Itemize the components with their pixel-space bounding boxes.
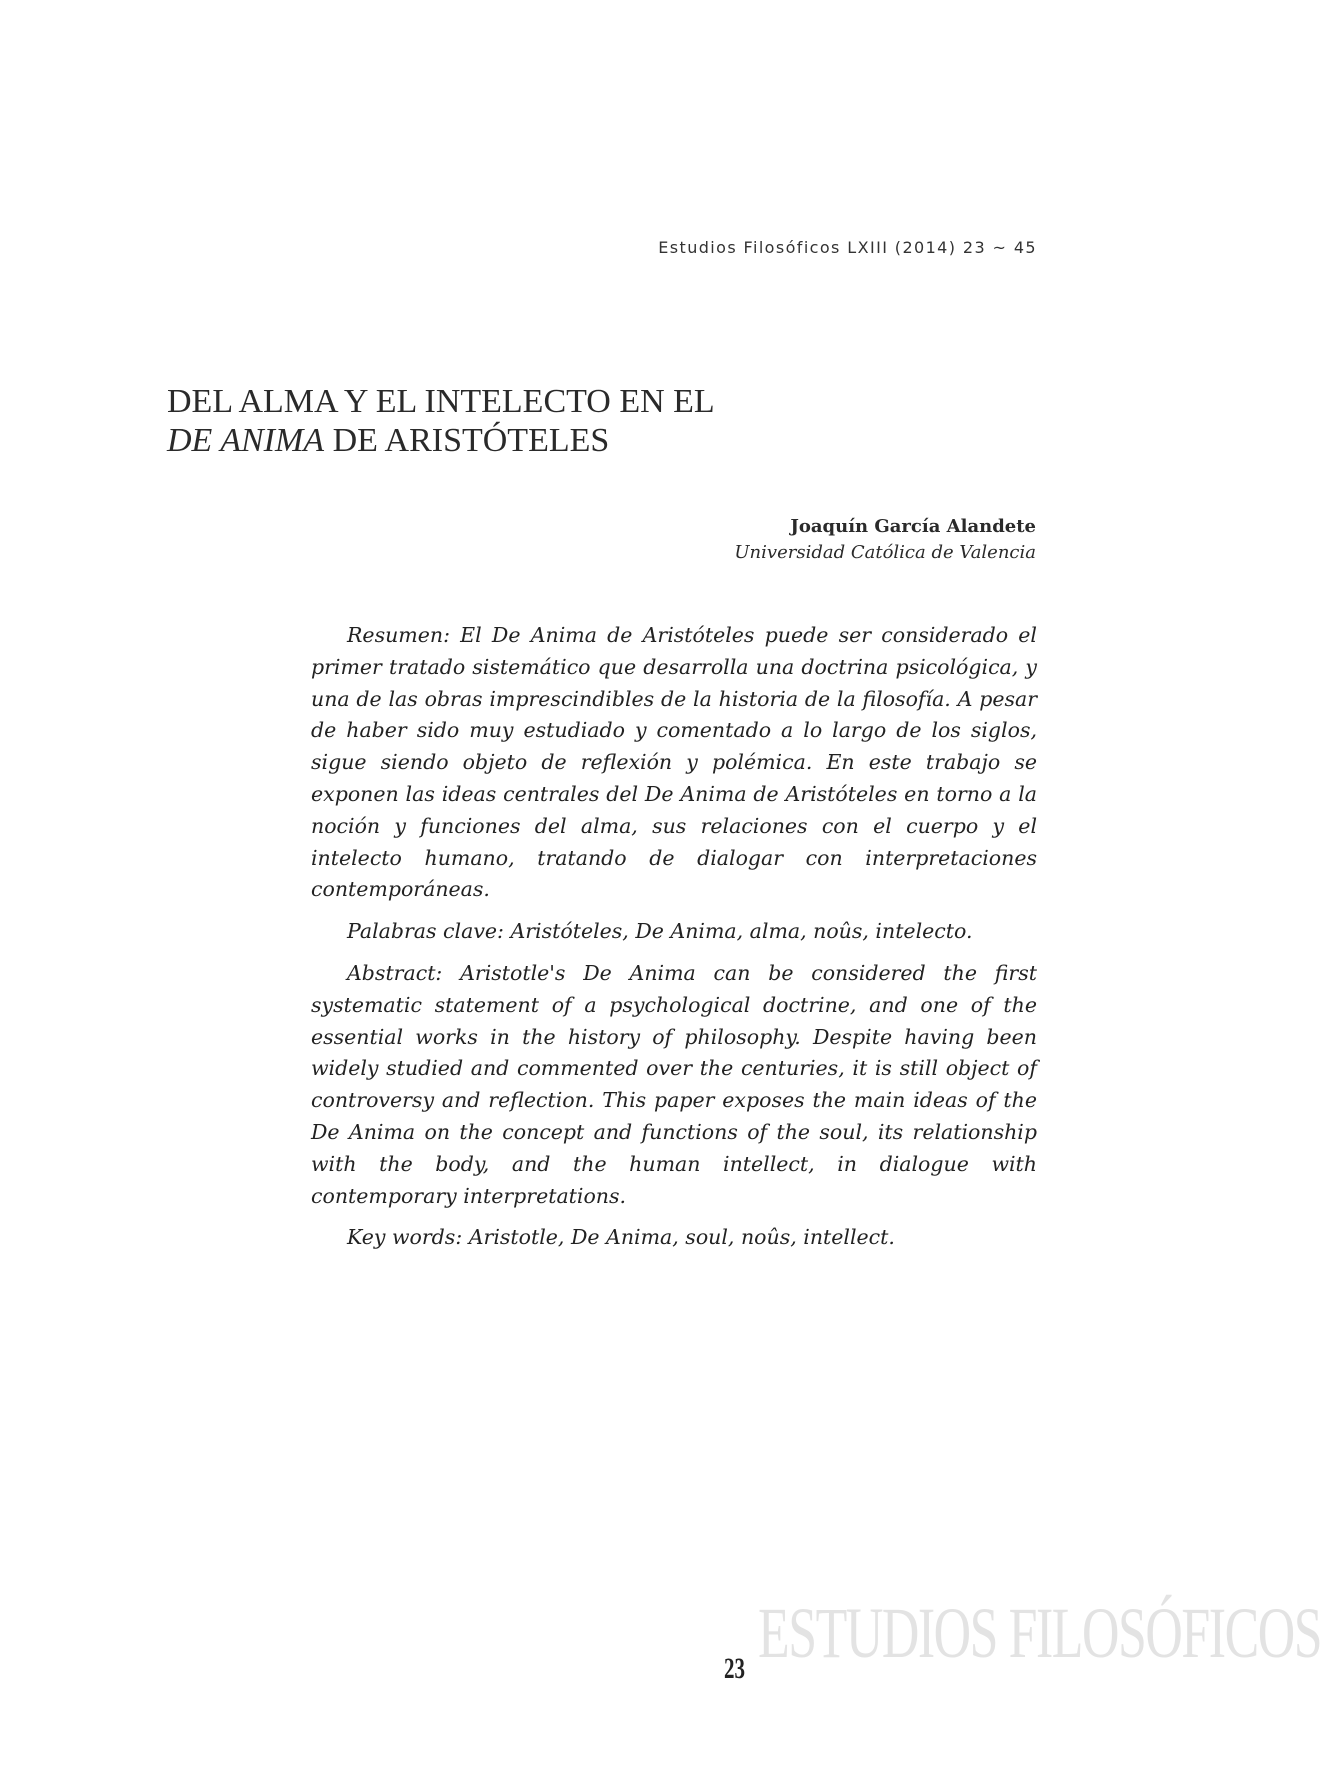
resumen-paragraph: Resumen: El De Anima de Aristóteles puede ser considerado el primer tratado sistemático que desarrolla una doctrina psicológica, y una de las obras imprescindibles de la historia de la filosofía. A pesar de haber sido muy estudiado y comentado a lo largo de los siglos, sigue siendo objeto de reflexión y polémica. En este trabajo se exponen las ideas centrales del De Anima de Aristóteles en torno a la noción y funciones del alma, sus relaciones con el cuerpo y el intelecto humano, tratando de dialogar con interpretaciones contemporáneas. (311, 623, 1037, 902)
journal-header: Estudios Filosóficos LXIII (2014) 23 ~ 45 (658, 238, 1037, 257)
author-affiliation: Universidad Católica de Valencia (734, 542, 1036, 563)
title-line-2-rest: DE ARISTÓTELES (324, 422, 610, 459)
keywords-paragraph: Key words: Aristotle, De Anima, soul, noûs, intellect. (347, 1225, 895, 1250)
title-italic-part: DE ANIMA (167, 422, 325, 459)
abstract-section (311, 620, 1037, 1264)
page-number: 23 (724, 1652, 745, 1685)
journal-watermark: ESTUDIOS FILOSÓFICOS (758, 1593, 1321, 1673)
title-line-1: DEL ALMA Y EL INTELECTO EN EL (167, 383, 715, 420)
article-title (167, 382, 1067, 460)
author-name: Joaquín García Alandete (790, 516, 1036, 537)
palabras-clave-paragraph: Palabras clave: Aristóteles, De Anima, alma, noûs, intelecto. (347, 919, 973, 944)
author-block (734, 513, 1036, 565)
abstract-english-paragraph: Abstract: Aristotle's De Anima can be considered the first systematic statement of a psychological doctrine, and one of the essential works in the history of philosophy. Despite having been widely studied and commented over the centuries, it is still object of controversy and reflection. This paper exposes the main ideas of the De Anima on the concept and functions of the soul, its relationship with the body, and the human intellect, in dialogue with contemporary interpretations. (311, 960, 1037, 1208)
